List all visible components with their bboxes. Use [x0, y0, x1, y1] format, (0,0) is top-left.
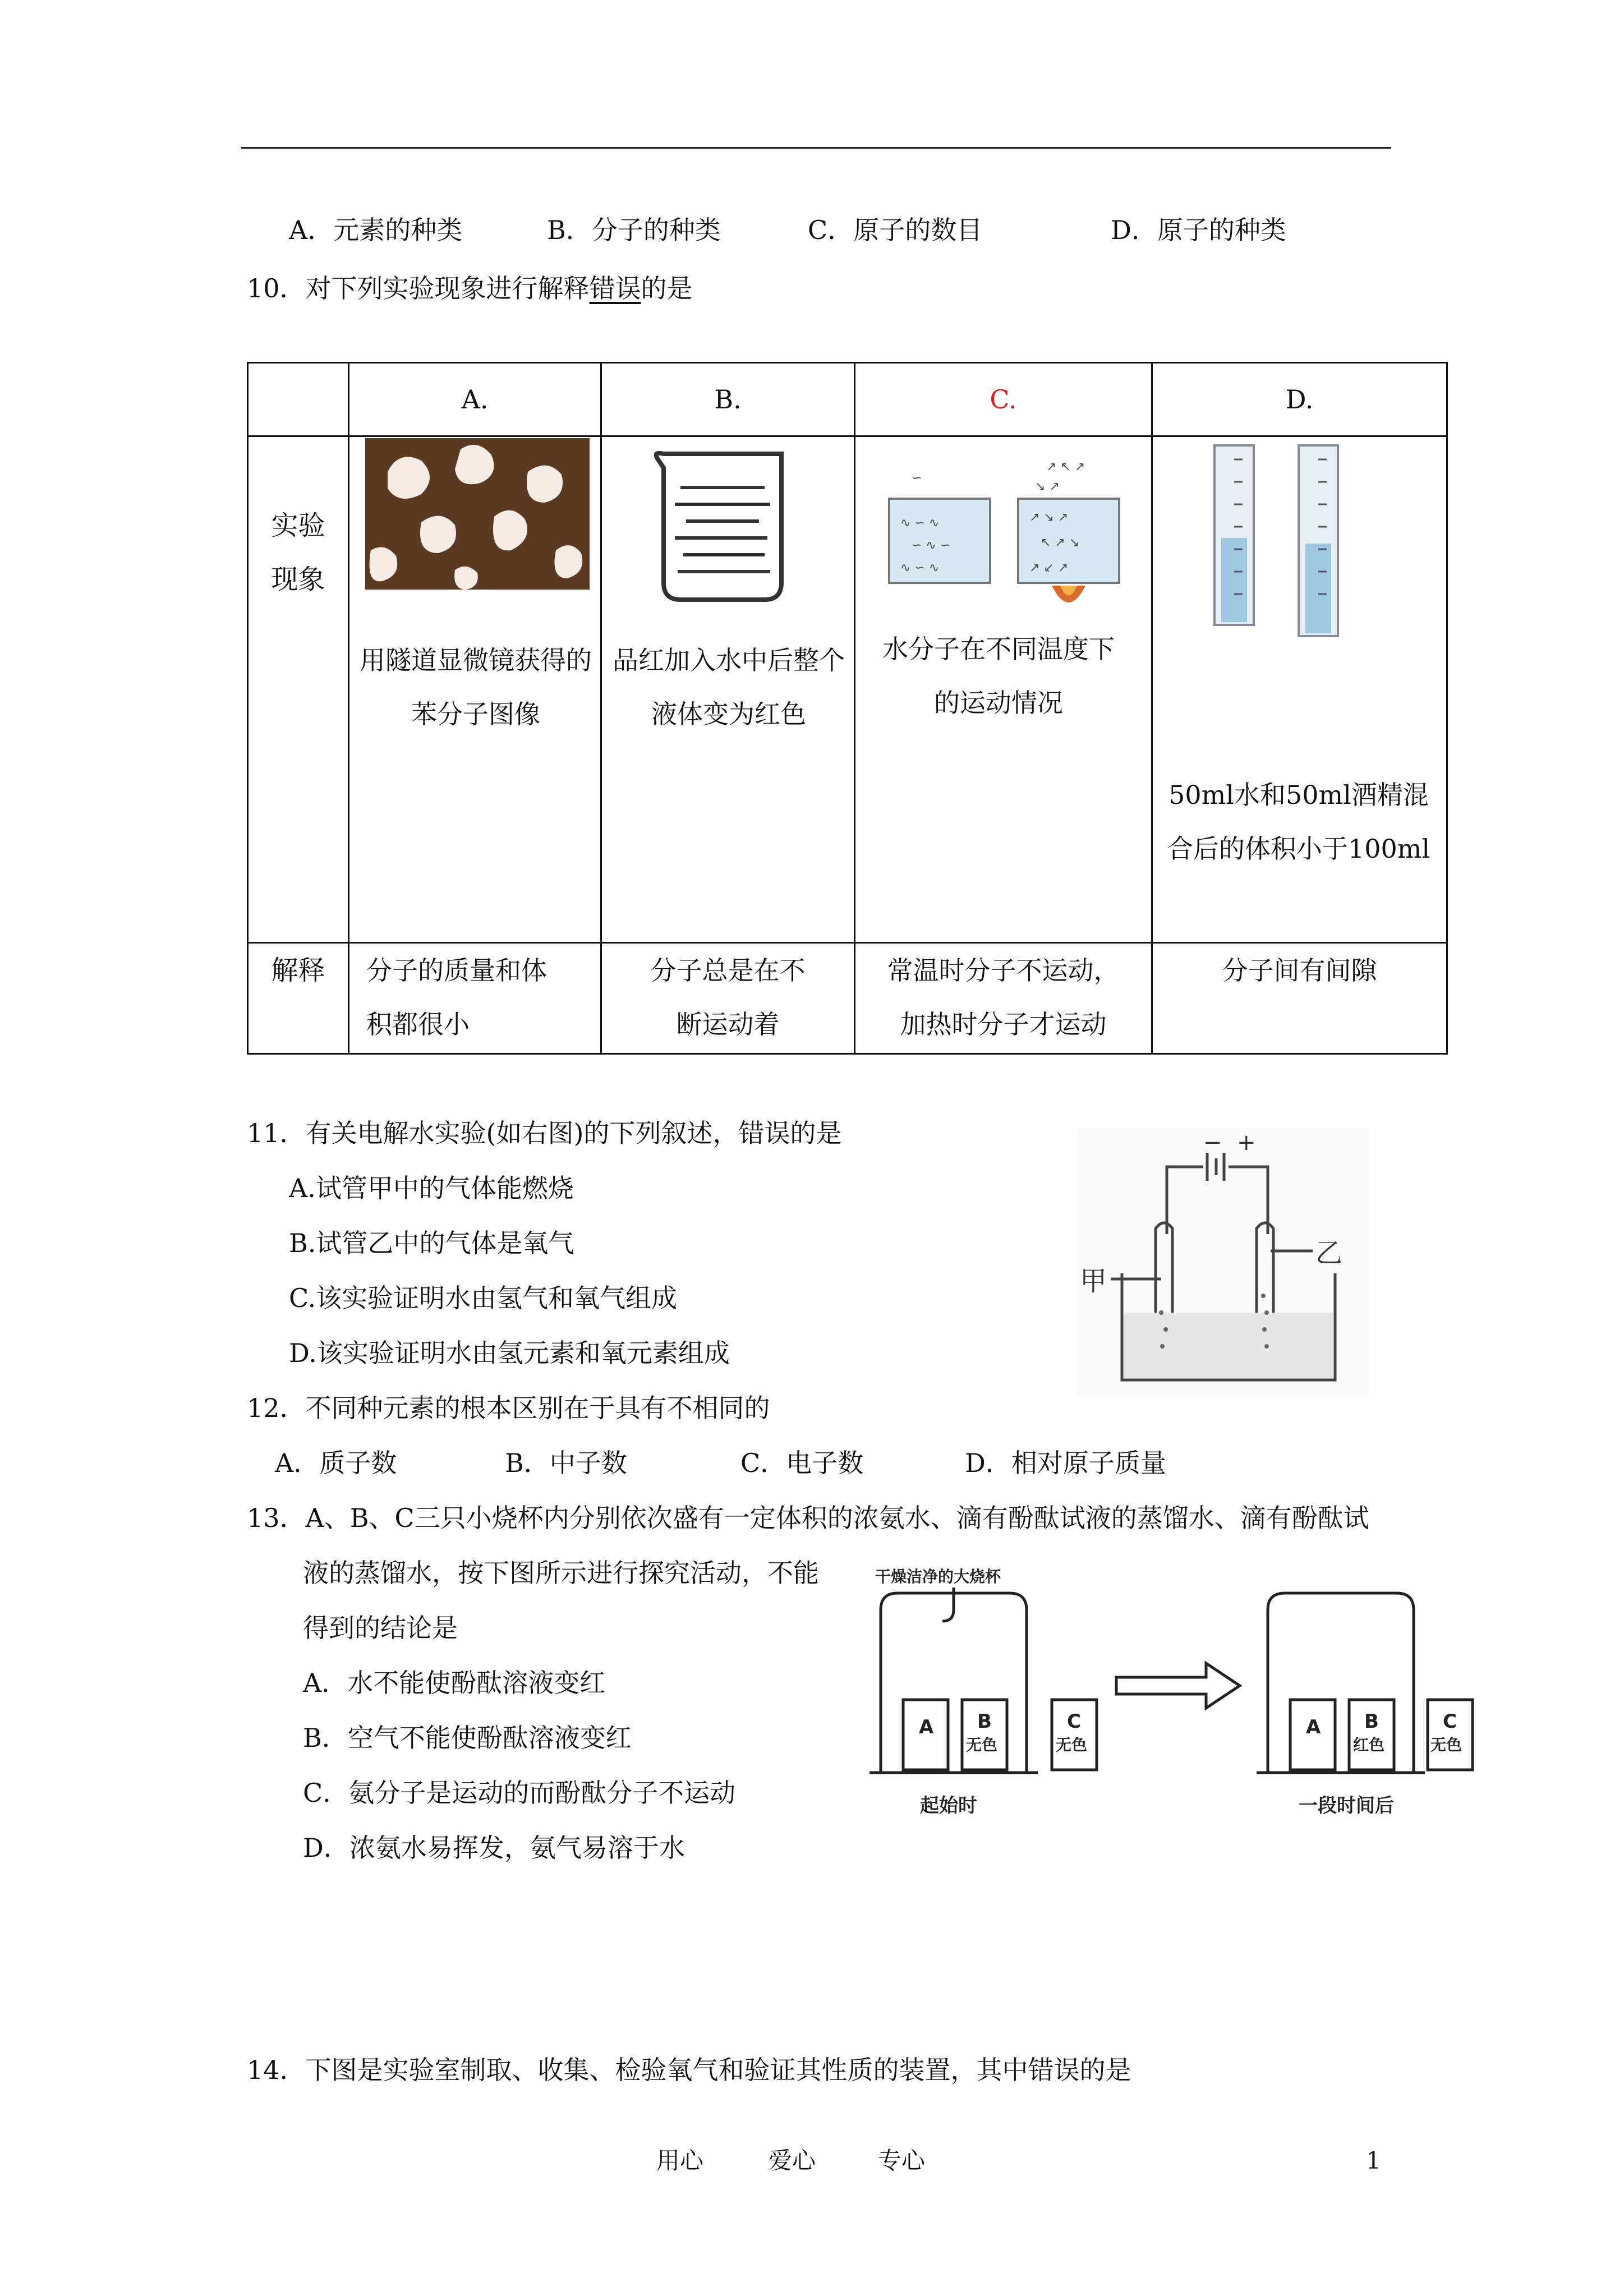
q10-explanation-a: 分子的质量和体积都很小 — [366, 955, 547, 1039]
q10-stem-after: 的是 — [641, 273, 693, 303]
q10-row-label-explanation: 解释 — [271, 955, 325, 986]
footer-item-3: 专心 — [878, 2147, 926, 2174]
svg-text:↘ ↗: ↘ ↗ — [1035, 480, 1060, 494]
svg-text:∽ ∿ ∽: ∽ ∿ ∽ — [912, 539, 951, 553]
q11-option-c: C.该实验证明水由氢气和氧气组成 — [289, 1283, 678, 1313]
after-label: 一段时间后 — [1299, 1795, 1394, 1817]
q10-row-label-phenomenon: 实验现象 — [271, 510, 325, 595]
q10-caption-d: 50ml水和50ml酒精混合后的体积小于100ml — [1167, 780, 1430, 864]
after-beaker-c-label: C — [1443, 1710, 1457, 1733]
start-label: 起始时 — [920, 1795, 977, 1817]
q10-explanation-row — [248, 943, 1447, 1054]
q10-phenomenon-row — [248, 436, 1447, 943]
q10-stem — [247, 272, 693, 305]
big-beaker-label: 干燥洁净的大烧杯 — [875, 1567, 1001, 1586]
q10-cell-c — [855, 436, 1152, 943]
svg-text:∿ ∽ ∿: ∿ ∽ ∿ — [900, 516, 940, 530]
svg-text:↖ ↗ ↘: ↖ ↗ ↘ — [1041, 536, 1080, 550]
q13-option-b: B．空气不能使酚酞溶液变红 — [303, 1723, 632, 1753]
q11-option-b: B.试管乙中的气体是氧气 — [289, 1228, 574, 1258]
water-molecules-temperature-image — [878, 448, 1136, 616]
q9-option-d: D．原子的种类 — [1111, 215, 1286, 245]
q10-number: 10． — [247, 273, 306, 303]
footer-item-2: 爱心 — [769, 2147, 816, 2174]
q10-header-b: B. — [601, 363, 855, 436]
plus-label: + — [1237, 1130, 1256, 1156]
q13-stem-line2: 液的蒸馏水，按下图所示进行探究活动，不能 — [303, 1558, 819, 1588]
q10-explanation-d: 分子间有间隙 — [1222, 955, 1377, 986]
q10-header-d: D. — [1152, 363, 1447, 436]
q10-header-empty — [248, 363, 349, 436]
tube-yi-label: 乙 — [1315, 1237, 1343, 1269]
header-rule — [241, 147, 1391, 149]
start-beaker-c-label: C — [1067, 1710, 1081, 1733]
q10-table — [247, 362, 1448, 1055]
tube-jia-label: 甲 — [1080, 1266, 1107, 1297]
q11-option-d: D.该实验证明水由氢元素和氧元素组成 — [289, 1338, 730, 1368]
q13-stem-line1: 13．A、B、C三只小烧杯内分别依次盛有一定体积的浓氨水、滴有酚酞试液的蒸馏水、滴有酚酞试 — [247, 1503, 1369, 1533]
start-beaker-c-color: 无色 — [1056, 1736, 1088, 1754]
q10-caption-a: 用隧道显微镜获得的苯分子图像 — [360, 645, 592, 729]
q13-stem-line3: 得到的结论是 — [303, 1613, 458, 1643]
q9-option-a: A．元素的种类 — [289, 215, 463, 245]
q10-cell-b — [601, 436, 855, 943]
q10-explanation-b: 分子总是在不断运动着 — [650, 955, 806, 1039]
q14-stem: 14．下图是实验室制取、收集、检验氧气和验证其性质的装置，其中错误的是 — [247, 2055, 1131, 2085]
q12-stem: 12．不同种元素的根本区别在于具有不相同的 — [247, 1393, 770, 1423]
q11-stem: 11．有关电解水实验(如右图)的下列叙述，错误的是 — [247, 1118, 842, 1148]
svg-text:∿ ∽ ∿: ∿ ∽ ∿ — [900, 561, 940, 575]
after-beaker-b-color: 红色 — [1353, 1736, 1385, 1754]
q13-option-d: D．浓氨水易挥发，氨气易溶于水 — [303, 1833, 685, 1863]
q10-header-row — [248, 363, 1447, 436]
q13-option-a: A．水不能使酚酞溶液变红 — [303, 1668, 606, 1698]
beaker-icon — [647, 448, 815, 611]
ammonia-experiment-figure — [858, 1565, 1475, 1829]
q10-header-a: A. — [349, 363, 601, 436]
q10-cell-d — [1152, 436, 1447, 943]
start-beaker-b-color: 无色 — [966, 1736, 998, 1754]
svg-text:↗ ↘ ↗: ↗ ↘ ↗ — [1029, 510, 1069, 524]
q10-header-c: C. — [855, 363, 1152, 436]
q12-option-d: D．相对原子质量 — [965, 1448, 1166, 1478]
q10-caption-b: 品红加入水中后整个液体变为红色 — [613, 645, 845, 729]
svg-text:∽: ∽ — [912, 471, 922, 485]
q10-stem-underlined: 错误 — [589, 273, 641, 303]
q9-option-c: C．原子的数目 — [808, 215, 983, 245]
q12-option-b: B．中子数 — [505, 1448, 627, 1478]
q10-explanation-c: 常温时分子不运动，加热时分子才运动 — [887, 955, 1120, 1039]
q13-option-c: C．氨分子是运动的而酚酞分子不运动 — [303, 1778, 736, 1808]
after-beaker-c-color: 无色 — [1430, 1736, 1462, 1754]
q10-caption-c: 水分子在不同温度下的运动情况 — [882, 634, 1115, 718]
minus-label: − — [1203, 1130, 1222, 1156]
q12-option-a: A．质子数 — [275, 1448, 397, 1478]
q10-stem-before: 对下列实验现象进行解释 — [305, 273, 590, 303]
q11-option-a: A.试管甲中的气体能燃烧 — [289, 1173, 574, 1203]
start-beaker-b-label: B — [977, 1710, 992, 1733]
graduated-cylinders-image — [1209, 443, 1388, 645]
start-beaker-a-label: A — [919, 1716, 934, 1738]
page-number: 1 — [1366, 2147, 1381, 2174]
electrolysis-figure — [1077, 1128, 1369, 1397]
after-beaker-b-label: B — [1364, 1710, 1379, 1733]
footer-item-1: 用心 — [656, 2147, 704, 2174]
benzene-stm-image — [365, 438, 590, 590]
svg-text:↗ ↙ ↗: ↗ ↙ ↗ — [1029, 561, 1069, 575]
svg-text:↗ ↖ ↗: ↗ ↖ ↗ — [1046, 460, 1085, 474]
q12-option-c: C．电子数 — [740, 1448, 864, 1478]
after-beaker-a-label: A — [1306, 1716, 1321, 1738]
q9-option-b: B．分子的种类 — [547, 215, 721, 245]
q10-cell-a — [349, 436, 601, 943]
